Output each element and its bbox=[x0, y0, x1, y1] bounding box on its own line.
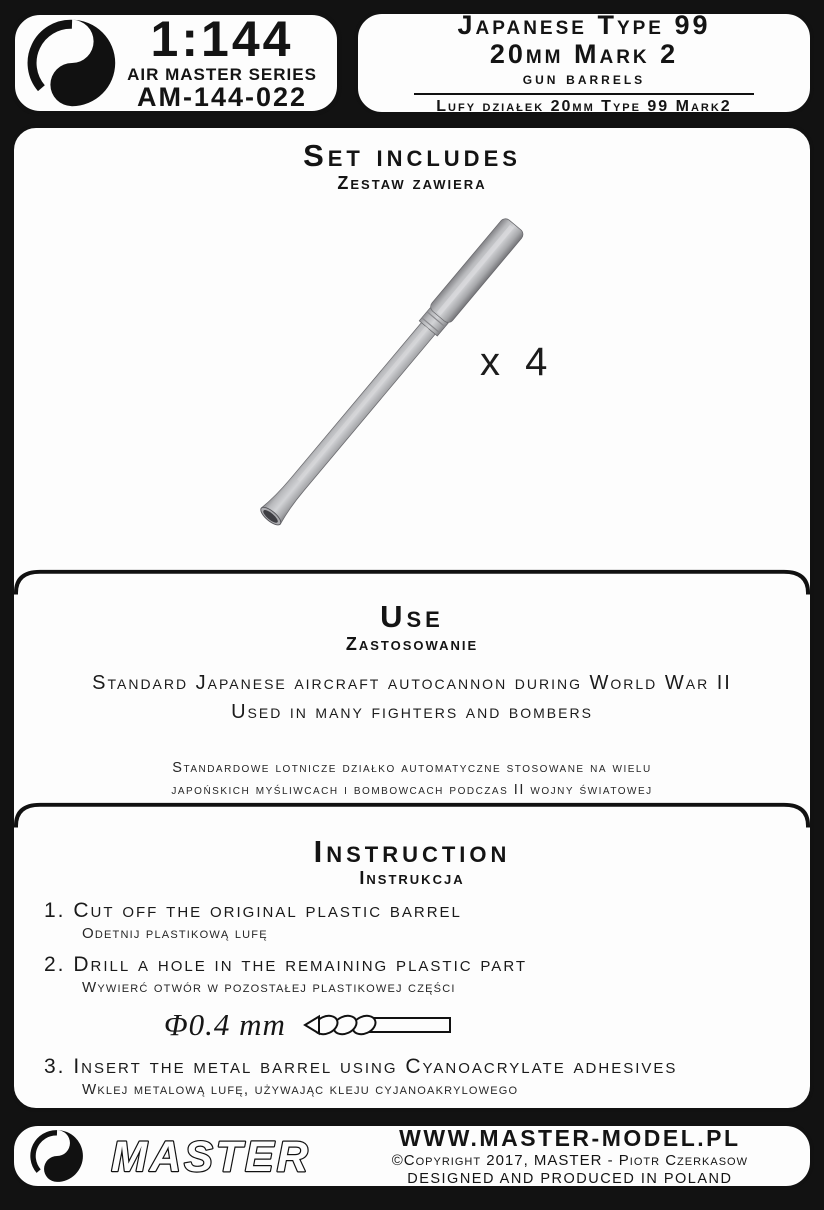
drill-size-row bbox=[164, 1006, 810, 1044]
svg-text:MASTER: MASTER bbox=[111, 1133, 311, 1181]
use-title-pl: Zastosowanie bbox=[345, 633, 479, 654]
section-use bbox=[14, 595, 810, 801]
instruction-title: Instruction bbox=[313, 833, 511, 869]
section-instruction bbox=[14, 828, 810, 1108]
main-panel bbox=[10, 124, 814, 1112]
instruction-step bbox=[44, 898, 810, 943]
use-text-en bbox=[14, 669, 810, 727]
title-panel bbox=[354, 10, 814, 116]
gun-barrel-illustration bbox=[14, 192, 810, 580]
master-swirl-logo-icon bbox=[30, 1129, 84, 1183]
drill-diameter-label: Φ0.4 mm bbox=[164, 1007, 286, 1043]
product-title-polish: Lufy działek 20mm Type 99 Mark2 bbox=[436, 97, 732, 115]
product-title-line1: Japanese Type 99 bbox=[457, 10, 711, 41]
instruction-sheet bbox=[0, 10, 824, 1210]
brand-panel bbox=[10, 10, 342, 116]
footer-made-in: DESIGNED AND PRODUCED IN POLAND bbox=[407, 1170, 733, 1187]
instruction-step bbox=[44, 952, 810, 997]
instruction-step bbox=[44, 1054, 810, 1099]
use-text-pl-line2: japońskich myśliwcach i bombowcach podczas II wojny światowej bbox=[171, 782, 653, 799]
brand-product-code: AM-144-022 bbox=[136, 81, 308, 112]
drill-bit-icon bbox=[302, 1011, 452, 1039]
footer-text bbox=[392, 1125, 784, 1187]
header-row bbox=[10, 10, 814, 116]
title-divider-rule bbox=[414, 93, 754, 95]
use-header bbox=[14, 601, 810, 653]
use-title: Use bbox=[380, 599, 444, 635]
brand-series-label: AIR MASTER SERIES bbox=[127, 64, 317, 84]
brand-scale: 1:144 bbox=[150, 10, 294, 67]
instruction-step-text: 3. Insert the metal barrel using Cyanoacrylate adhesives bbox=[44, 1055, 678, 1079]
instruction-step-sub: Wklej metalową lufę, używając kleju cyjanoakrylowego bbox=[82, 1081, 519, 1099]
use-text-en-line1: Standard Japanese aircraft autocannon during World War II bbox=[92, 672, 732, 695]
footer-copyright: ©Copyright 2017, MASTER - Piotr Czerkasow bbox=[391, 1152, 748, 1170]
section-set-includes bbox=[14, 128, 810, 568]
product-title-line3: gun barrels bbox=[522, 69, 646, 89]
set-includes-title-pl: Zestaw zawiera bbox=[337, 172, 487, 193]
instruction-step-sub: Wywierć otwór w pozostałej plastikowej części bbox=[82, 979, 456, 997]
master-wordmark bbox=[92, 1131, 330, 1181]
use-text-en-line2: Used in many fighters and bombers bbox=[231, 701, 593, 724]
instruction-step-text: 2. Drill a hole in the remaining plastic part bbox=[44, 953, 528, 977]
instruction-step-sub: Odetnij plastikową lufę bbox=[82, 925, 268, 943]
brand-text bbox=[117, 10, 327, 112]
quantity-label: x 4 bbox=[480, 340, 555, 385]
product-title-line2: 20mm Mark 2 bbox=[489, 39, 679, 70]
section-separator bbox=[14, 801, 810, 828]
instruction-step-text: 1. Cut off the original plastic barrel bbox=[44, 899, 462, 923]
use-text-pl bbox=[14, 757, 810, 801]
footer-website: WWW.MASTER-MODEL.PL bbox=[399, 1124, 741, 1151]
master-swirl-logo-icon bbox=[27, 18, 117, 108]
instruction-header bbox=[44, 833, 780, 889]
use-text-pl-line1: Standardowe lotnicze działko automatyczne stosowane na wielu bbox=[172, 760, 652, 777]
set-includes-title: Set includes bbox=[303, 138, 521, 173]
footer-panel bbox=[10, 1122, 814, 1190]
footer-logo bbox=[30, 1129, 330, 1183]
barrel-illustration-area bbox=[14, 192, 810, 568]
instruction-title-pl: Instrukcja bbox=[359, 868, 465, 889]
set-includes-header bbox=[14, 140, 810, 192]
instruction-steps bbox=[44, 898, 810, 1099]
